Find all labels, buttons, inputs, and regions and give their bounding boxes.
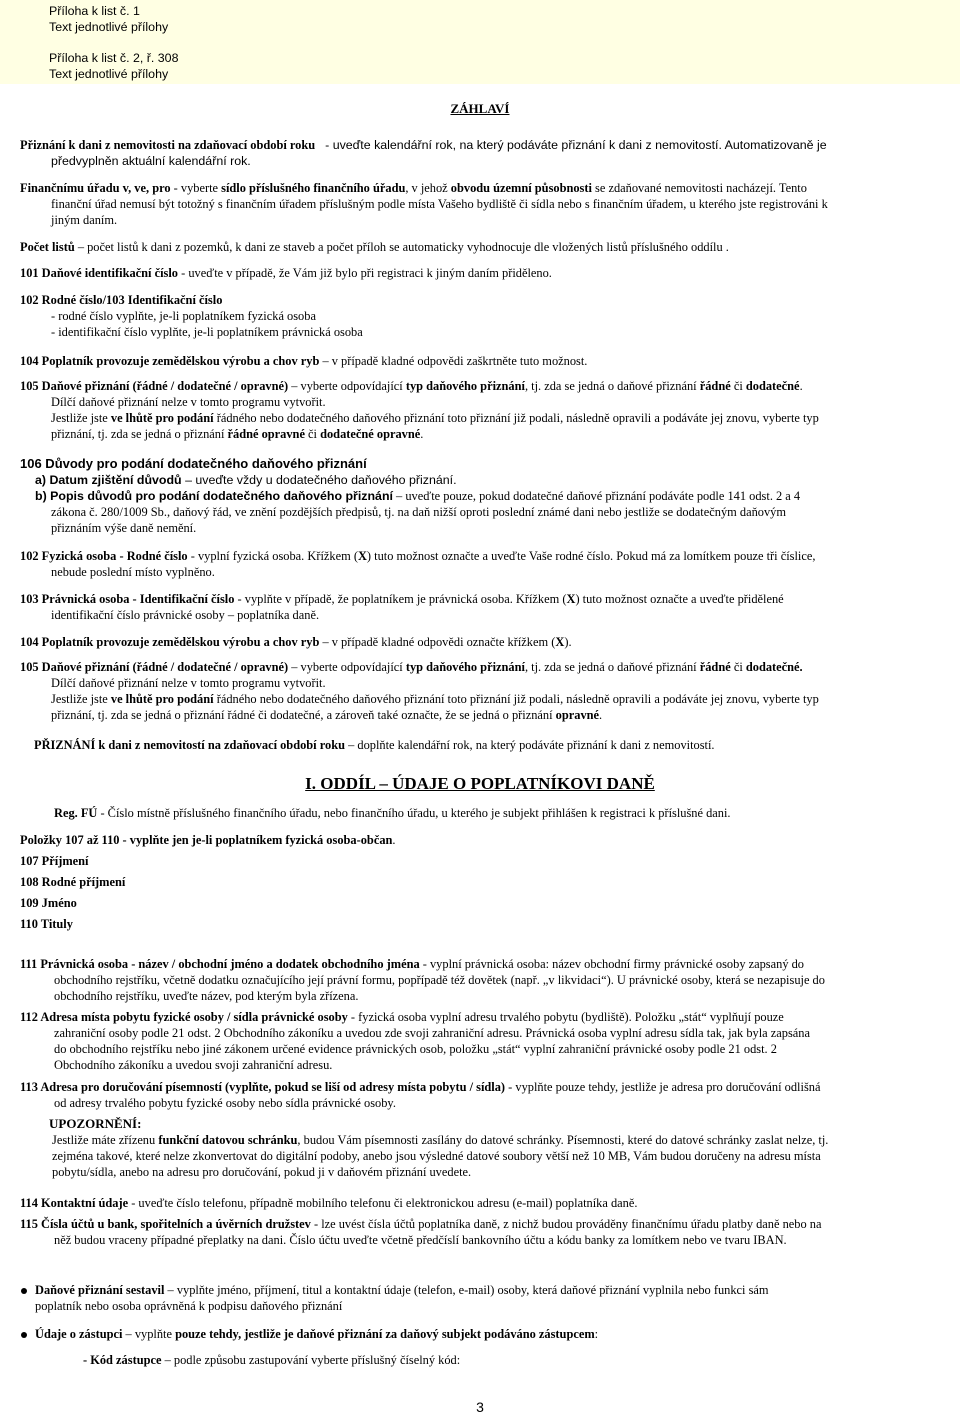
field-109: 109 Jméno <box>20 896 77 910</box>
field-105b-t2: , tj. zda se jedná o daňové přiznání <box>524 660 700 674</box>
zahlavi-heading: ZÁHLAVÍ <box>450 101 510 116</box>
upozorneni-line2: zejména takové, které nelze zkonvertovat do digitální podoby, anebo jsou výsledné datové soubory větší než 10 MB, Vám budou doručeny na adresu místa <box>52 1149 821 1163</box>
polozky-end: . <box>392 833 396 847</box>
paragraph-104a <box>20 353 587 369</box>
field-106-title: 106 Důvody pro podání dodatečného daňového přiznání <box>20 456 367 471</box>
bullet-icon <box>21 1332 27 1338</box>
attachment-line-3: Příloha k list č. 2, ř. 308 <box>49 51 179 65</box>
fu-bold-2: sídlo příslušného finančního úřadu <box>221 181 406 195</box>
field-101-label: 101 Daňové identifikační číslo <box>20 266 178 280</box>
field-105a-line2: Dílčí daňové přiznání nelze v tomto programu vytvořit. <box>51 395 326 409</box>
field-105a-l4a: přiznání, tj. zda se jedná o přiznání <box>51 427 228 441</box>
bullet-icon <box>21 1288 27 1294</box>
field-105b-line2: Dílčí daňové přiznání nelze v tomto programu vytvořit. <box>51 676 326 690</box>
field-113-text: - vyplňte pouze tehdy, jestliže je adresa pro doručování odlišná <box>505 1080 821 1094</box>
field-111-label: 111 Právnická osoba - název / obchodní jméno a dodatek obchodního jména <box>20 957 420 971</box>
paragraph-reg-fu <box>54 805 731 821</box>
field-104a-label: 104 Poplatník provozuje zemědělskou výrobu a chov ryb <box>20 354 320 368</box>
field-105a-b3: řádné <box>699 379 731 393</box>
paragraph-kod-zastupce <box>83 1352 460 1368</box>
field-102b-x: X <box>357 549 367 563</box>
field-105b-l4c: . <box>599 708 603 722</box>
field-list <box>20 853 125 937</box>
upozorneni-l1b: funkční datovou schránku <box>158 1133 298 1147</box>
field-103b-line2: identifikační číslo právnické osoby – poplatníka daně. <box>51 608 320 622</box>
field-104b-label: 104 Poplatník provozuje zemědělskou výrobu a chov ryb <box>20 635 320 649</box>
field-104b-t1: – v případě kladné odpovědi označte křížkem ( <box>319 635 556 649</box>
upozorneni-title: UPOZORNĚNÍ: <box>49 1116 142 1131</box>
attachment-line-4: Text jednotlivé přílohy <box>49 67 169 81</box>
field-111-line3: obchodního rejstříku, uveďte název, pod kterým byla zřízena. <box>54 989 359 1003</box>
field-105a-l4b: řádné opravné <box>227 427 305 441</box>
field-105a-t3: či <box>730 379 746 393</box>
field-103b-label: 103 Právnická osoba - Identifikační číslo <box>20 592 235 606</box>
sestavil-line2: poplatník nebo osoba oprávněná k podpisu daňového přiznání <box>35 1299 343 1313</box>
field-102-line2: - rodné číslo vyplňte, je-li poplatníkem fyzická osoba <box>51 309 316 323</box>
kod-zastupce-text: – podle způsobu zastupování vyberte příslušný číselný kód: <box>161 1353 461 1367</box>
field-112-text: - fyzická osoba vyplní adresu trvalého pobytu (bydliště). Položku „stát“ vyplňují pouze <box>347 1010 784 1024</box>
field-113-line2: od adresy trvalého pobytu fyzické osoby nebo sídla právnické osoby. <box>54 1096 396 1110</box>
paragraph-polozky <box>20 832 396 848</box>
field-105b-l4b: opravné <box>555 708 600 722</box>
priznani-label: Přiznání k dani z nemovitosti na zdaňovací období roku <box>20 138 316 152</box>
attachment-line-2: Text jednotlivé přílohy <box>49 20 169 34</box>
pocet-listu-label: Počet listů <box>20 240 75 254</box>
paragraph-financni-urad <box>20 180 950 228</box>
field-104b-x: X <box>555 635 565 649</box>
field-105a-l3c: řádného nebo dodatečného daňového přiznání toto přiznání již podali, následně opravili a podáváte jej znovu, vyberte typ <box>213 411 819 425</box>
field-101-text: - uveďte v případě, že Vám již bylo při registraci k jiným daním přiděleno. <box>178 266 552 280</box>
paragraph-103b <box>20 591 950 623</box>
polozky-label: Položky 107 až 110 - vyplňte jen je-li poplatníkem fyzická osoba-občan <box>20 833 393 847</box>
upozorneni-block <box>49 1116 949 1180</box>
field-105b-t1: – vyberte odpovídající <box>288 660 406 674</box>
paragraph-111 <box>20 956 950 1004</box>
fu-label: Finančnímu úřadu v, ve, pro <box>20 181 171 195</box>
field-105a-l4c: či <box>304 427 321 441</box>
field-110: 110 Tituly <box>20 917 73 931</box>
field-105b-l3a: Jestliže jste <box>51 692 111 706</box>
field-102-103-label: 102 Rodné číslo/103 Identifikační číslo <box>20 293 223 307</box>
field-105b-label: 105 Daňové přiznání (řádné / dodatečné / opravné) <box>20 660 289 674</box>
priznani2-text: – doplňte kalendářní rok, na který podáváte přiznání k dani z nemovitostí. <box>344 738 715 752</box>
priznani2-label: PŘIZNÁNÍ k dani z nemovitostí na zdaňovací období roku <box>34 738 345 752</box>
fu-text-4: Tento <box>776 181 807 195</box>
field-102b-t1: - vyplní fyzická osoba. Křížkem ( <box>187 549 358 563</box>
field-102-line3: - identifikační číslo vyplňte, je-li poplatníkem právnická osoba <box>51 325 363 339</box>
paragraph-105a <box>20 378 950 442</box>
field-102b-line2: nebude poslední místo vyplněno. <box>51 565 215 579</box>
field-105b-l3c: řádného nebo dodatečného daňového přiznání toto přiznání již podali, následně opravili a podáváte jej znovu, vyberte typ <box>213 692 819 706</box>
paragraph-115 <box>20 1216 950 1248</box>
field-105b-b4: dodatečné. <box>745 660 803 674</box>
page-number: 3 <box>476 1399 484 1415</box>
priznani-text: - uveďte kalendářní rok, na který podáváte přiznání k dani z nemovitostí. Automatizovaně je <box>325 138 827 152</box>
field-106-b-label: b) Popis důvodů pro podání dodatečného daňového přiznání <box>35 489 393 503</box>
fu-line3: jiným daním. <box>51 213 118 227</box>
field-103b-x: X <box>566 592 576 606</box>
fu-line2: finanční úřad nemusí být totožný s finančním úřadem příslušným podle místa Vašeho bydliště či sídla nebo s finančním úřadem, u kterého jste registrováni k <box>51 197 828 211</box>
field-115-label: 115 Čísla účtů u bank, spořitelních a úvěrních družstev <box>20 1217 311 1231</box>
field-105a-l4d: dodatečné opravné <box>320 427 421 441</box>
field-102b-label: 102 Fyzická osoba - Rodné číslo <box>20 549 188 563</box>
field-111-text: - vyplní právnická osoba: název obchodní firmy právnické osoby zapsaný do <box>419 957 805 971</box>
field-105b-b3: řádné <box>699 660 731 674</box>
field-105a-b4: dodatečné <box>745 379 800 393</box>
field-105b-l4a: přiznání, tj. zda se jedná o přiznání řádné či dodatečné, a zároveň také označte, že se jedná o přiznání <box>51 708 556 722</box>
sestavil-label: Daňové přiznání sestavil <box>35 1283 165 1297</box>
attachment-line-1: Příloha k list č. 1 <box>49 4 140 18</box>
field-105a-l3b: ve lhůtě pro podání <box>110 411 214 425</box>
field-103b-t1: - vyplňte v případě, že poplatníkem je právnická osoba. Křížkem ( <box>234 592 567 606</box>
fu-text-2: , v jehož <box>405 181 451 195</box>
field-106-a-label: a) Datum zjištění důvodů <box>35 473 182 487</box>
field-111-line2: obchodního rejstříku, včetně dodatku označujícího její právní formu, popřípadě též dovětek (např. „v likvidaci“). U právnické osoby, která se nezapisuje do <box>54 973 825 987</box>
field-105a-t4: . <box>799 379 803 393</box>
paragraph-101 <box>20 265 552 281</box>
field-106-b-text: – uveďte pouze, pokud dodatečné daňové přiznání podáváte podle 141 odst. 2 a 4 <box>392 489 801 503</box>
upozorneni-l1c: , budou Vám písemnosti zasílány do datové schránky. Písemnosti, které do datové schránky zaslat nelze, tj. <box>297 1133 829 1147</box>
field-105b-t3: či <box>730 660 746 674</box>
paragraph-106 <box>20 456 950 536</box>
paragraph-102b <box>20 548 950 580</box>
field-112-line2: zahraniční osoby podle 21 odst. 2 Obchodního zákoníku a uvedou zde svoji zahraniční adresu. Právnická osoba vyplní adresu sídla tak, jak byla zapsána <box>54 1026 810 1040</box>
field-105b-l3b: ve lhůtě pro podání <box>110 692 214 706</box>
field-105b-b2: typ daňového přiznání <box>405 660 525 674</box>
field-112-label: 112 Adresa místa pobytu fyzické osoby / sídla právnické osoby <box>20 1010 348 1024</box>
field-106-b-line3: přiznáním výše daně nemění. <box>51 521 197 535</box>
sestavil-text: – vyplňte jméno, příjmení, titul a kontaktní údaje (telefon, e-mail) osoby, která daňové přiznání vyplnila nebo funkci sám <box>164 1283 769 1297</box>
field-115-text: - lze uvést čísla účtů poplatníka daně, z nichž budou prováděny finančnímu úřadu platby daně nebo na <box>310 1217 822 1231</box>
pocet-listu-text: – počet listů k dani z pozemků, k dani ze staveb a počet příloh se automaticky vyhodnocuje dle vložených listů příslušného oddílu . <box>74 240 729 254</box>
reg-fu-text: - Číslo místně příslušného finančního úřadu, nebo finančního úřadu, u kterého je subjekt přihlášen k registraci k příslušné dani. <box>97 806 731 820</box>
field-108: 108 Rodné příjmení <box>20 875 126 889</box>
paragraph-pocet-listu <box>20 239 729 255</box>
field-107: 107 Příjmení <box>20 854 89 868</box>
fu-bold-3: obvodu územní působnosti <box>450 181 592 195</box>
field-114-text: - uveďte číslo telefonu, případně mobilního telefonu či elektronickou adresu (e-mail) poplatníka daně. <box>128 1196 638 1210</box>
field-114-label: 114 Kontaktní údaje <box>20 1196 129 1210</box>
reg-fu-label: Reg. FÚ <box>54 806 98 820</box>
field-113-label: 113 Adresa pro doručování písemností (vyplňte, pokud se liší od adresy místa pobytu / sídla) <box>20 1080 506 1094</box>
paragraph-102-103 <box>20 292 363 340</box>
upozorneni-line3: pobytu/sídla, anebo na adresu pro doručování, pokud ji v daňovém přiznání uvedete. <box>52 1165 472 1179</box>
field-112-line4: Obchodního zákoníku a uvedou svoji zahraniční adresu. <box>54 1058 333 1072</box>
field-105a-l4e: . <box>420 427 424 441</box>
field-112-line3: do obchodního rejstříku nebo jiné zákonem určené evidence právnických osob, položku „stát“ vyplní zahraniční právnické osoby podle 21 odst. 2 <box>54 1042 777 1056</box>
field-105a-b2: typ daňového přiznání <box>405 379 525 393</box>
field-105a-label: 105 Daňové přiznání (řádné / dodatečné / opravné) <box>20 379 289 393</box>
paragraph-105b <box>20 659 950 723</box>
zastupce-label: Údaje o zástupci <box>35 1327 123 1341</box>
field-104a-text: – v případě kladné odpovědi zaškrtněte tuto možnost. <box>319 354 588 368</box>
upozorneni-l1a: Jestliže máte zřízenu <box>52 1133 159 1147</box>
paragraph-112 <box>20 1009 950 1073</box>
paragraph-priznani-2 <box>34 737 715 753</box>
fu-text-1: - vyberte <box>170 181 222 195</box>
priznani-line2: předvyplněn aktuální kalendářní rok. <box>51 154 251 168</box>
field-115-line2: něž budou vraceny případné přeplatky na dani. Číslo účtu uveďte včetně předčíslí bankovního účtu a kódu banky za lomítkem nebo ve tvaru IBAN. <box>54 1233 787 1247</box>
field-105a-t2: , tj. zda se jedná o daňové přiznání <box>524 379 700 393</box>
paragraph-priznani <box>20 137 960 169</box>
field-102b-t2: ) tuto možnost označte a uveďte Vaše rodné číslo. Pokud má za lomítkem pouze tři číslice, <box>366 549 816 563</box>
field-106-a-text: – uveďte vždy u dodatečného daňového přiznání. <box>181 473 457 487</box>
paragraph-113 <box>20 1079 950 1111</box>
bullet-zastupce <box>35 1326 598 1342</box>
paragraph-104b <box>20 634 572 650</box>
section-1-heading: I. ODDÍL – ÚDAJE O POPLATNÍKOVI DANĚ <box>305 774 655 793</box>
zastupce-b2: pouze tehdy, jestliže je daňové přiznání za daňový subjekt podáváno zástupcem <box>175 1327 595 1341</box>
bullet-sestavil <box>35 1282 950 1314</box>
field-105a-t1: – vyberte odpovídající <box>288 379 406 393</box>
zastupce-t2: : <box>594 1327 599 1341</box>
paragraph-114 <box>20 1195 637 1211</box>
field-106-b-line2: zákona č. 280/1009 Sb., daňový řád, ve znění pozdějších předpisů, tj. na daň nižší oproti poslední známé dani nebo jestliže se dodatečným daňovým <box>51 505 786 519</box>
kod-zastupce-label: - Kód zástupce <box>83 1353 162 1367</box>
zastupce-t1: – vyplňte <box>122 1327 176 1341</box>
field-103b-t2: ) tuto možnost označte a uveďte přidělené <box>575 592 784 606</box>
field-105a-l3a: Jestliže jste <box>51 411 111 425</box>
field-104b-t2: ). <box>564 635 572 649</box>
fu-text-3: se zdaňované nemovitosti nacházejí. <box>591 181 777 195</box>
